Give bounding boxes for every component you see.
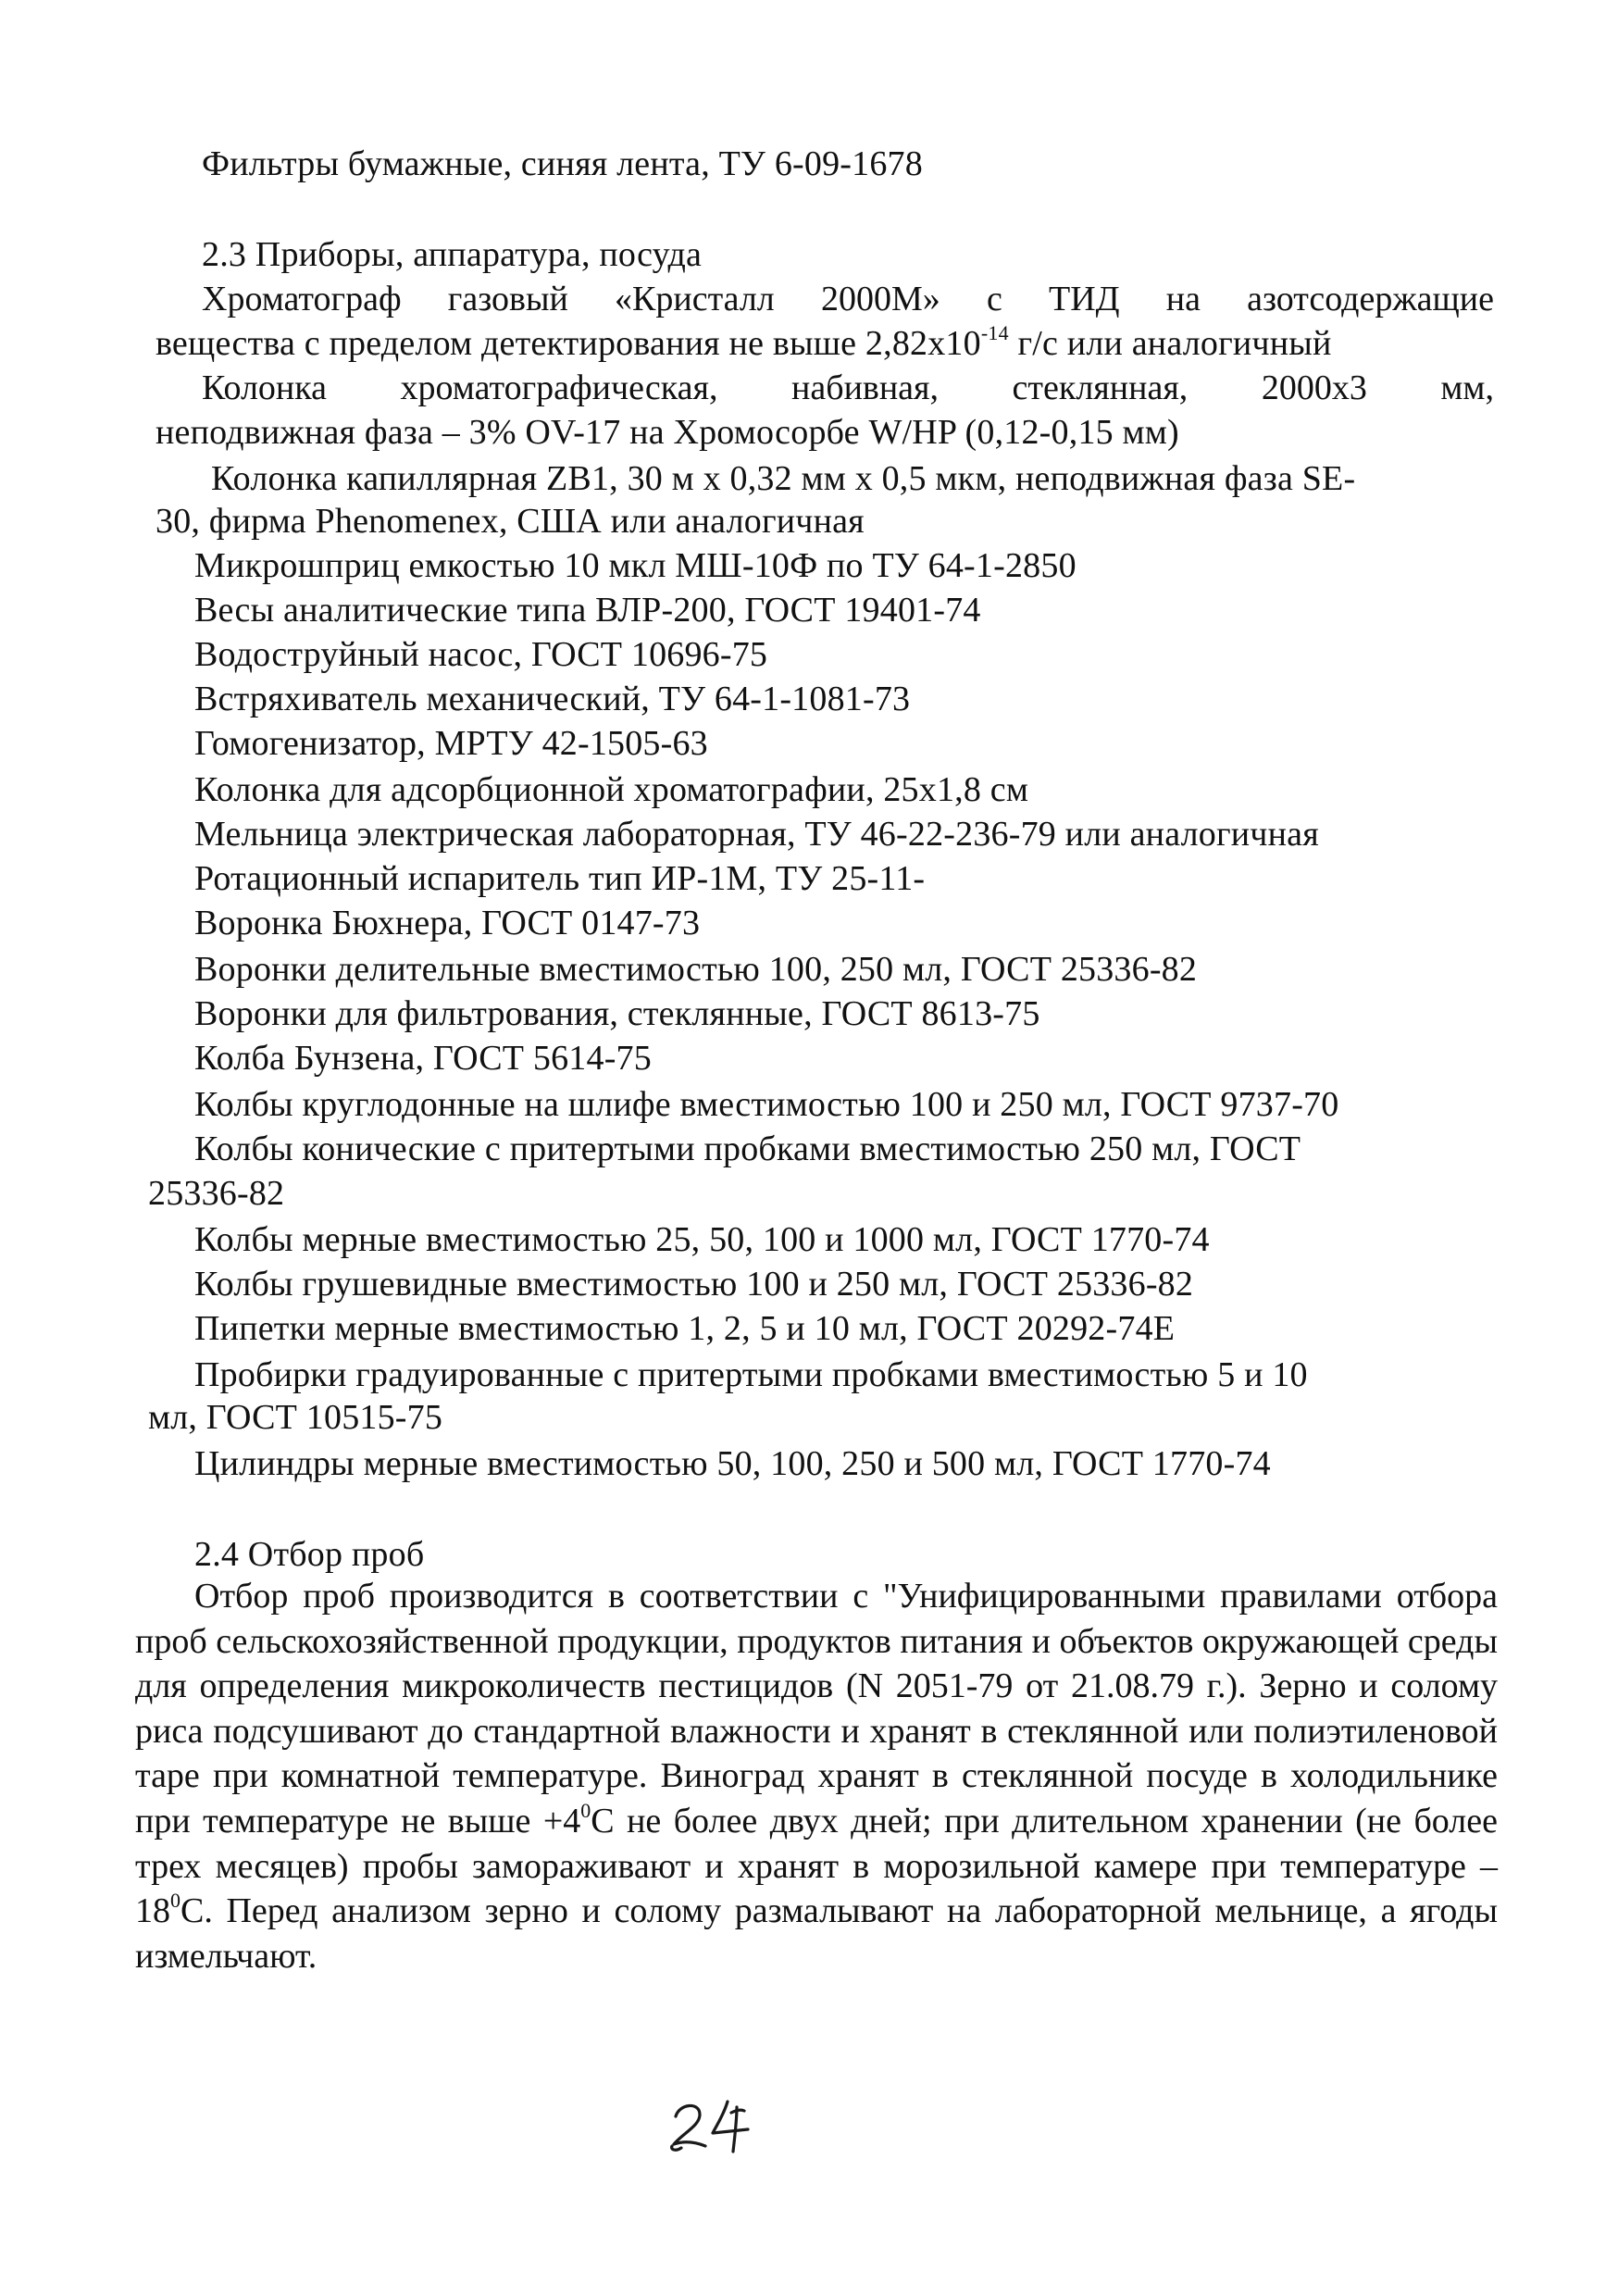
column-line-1	[202, 367, 1494, 409]
column-line-1-word: хроматографическая,	[400, 368, 718, 407]
chromatograph-line-1-word: азотсодержащие	[1247, 280, 1494, 318]
column-line-1-word: 2000х3	[1261, 368, 1367, 407]
item-shaker: Встряхиватель механический, ТУ 64-1-1081-73	[194, 680, 911, 718]
item-separatory-funnels: Воронки делительные вместимостью 100, 250 мл, ГОСТ 25336-82	[194, 950, 1198, 989]
chromatograph-line-2-pre: вещества с пределом детектирования не выше 2,82х10	[156, 324, 981, 363]
item-homogenizer: Гомогенизатор, МРТУ 42-1505-63	[194, 724, 708, 763]
column-line-2: неподвижная фаза – 3% OV-17 на Хромосорбе W/HP (0,12-0,15 мм)	[156, 413, 1179, 452]
sampling-text-tail: С. Перед анализом зерно и солому размалывают на лабораторной мельнице, а ягоды измельчают.	[135, 1891, 1498, 1976]
section-2-3-heading: 2.3 Приборы, аппаратура, посуда	[202, 235, 703, 274]
chromatograph-line-1-word: Хроматограф	[202, 280, 402, 318]
item-microsyringe: Микрошприц емкостью 10 мкл МШ-10Ф по ТУ 64-1-2850	[194, 546, 1077, 585]
item-pipettes: Пипетки мерные вместимостью 1, 2, 5 и 10 мл, ГОСТ 20292-74Е	[194, 1309, 1176, 1348]
degree-superscript-2: 0	[170, 1889, 180, 1913]
column-line-1-word: стеклянная,	[1012, 368, 1189, 407]
degree-superscript-1: 0	[580, 1798, 591, 1822]
item-balance: Весы аналитические типа ВЛР-200, ГОСТ 19401-74	[194, 591, 981, 630]
item-mill: Мельница электрическая лабораторная, ТУ 46-22-236-79 или аналогичная	[194, 815, 1319, 854]
capillary-line-2: 30, фирма Phenomenex, США или аналогичная	[156, 502, 865, 541]
item-filter-funnels: Воронки для фильтрования, стеклянные, ГОСТ 8613-75	[194, 994, 1040, 1033]
item-round-flasks: Колбы круглодонные на шлифе вместимостью 100 и 250 мл, ГОСТ 9737-70	[194, 1085, 1339, 1124]
column-line-1-word: набивная,	[791, 368, 940, 407]
chromatograph-line-1-word: на	[1165, 280, 1201, 318]
chromatograph-line-1-word: с	[986, 280, 1002, 318]
sampling-paragraph	[135, 1574, 1498, 1978]
sampling-text-lead: Отбор проб производится в соответствии с "Унифицированными правилами отбора проб сельскохозяйственной продукции, продуктов питания и объектов окружающей среды для определения микроколичеств пестицидов (N 2051-79 от 21.08.79 г.). Зерно и солому риса подсушивают до стандартной влажности и хранят в стеклянной или полиэтиленовой таре при комнатной температуре. Виноград хранят в стеклянной посуде в холодильнике при температуре не выше +4	[135, 1577, 1498, 1841]
section-2-4-heading: 2.4 Отбор проб	[194, 1535, 425, 1574]
item-conical-flasks-line-2: 25336-82	[148, 1174, 285, 1213]
detection-limit-exponent: -14	[980, 321, 1009, 344]
sampling-text-mid: С не более двух дней; при длительном хранении (не более трех месяцев) пробы замораживают и хранят в морозильной камере при температуре –18	[135, 1801, 1498, 1931]
item-rotary-evaporator: Ротационный испаритель тип ИР-1М, ТУ 25-11-	[194, 859, 926, 898]
chromatograph-line-2-post: г/с или аналогичный	[1008, 324, 1332, 363]
chromatograph-line-1-word: ТИД	[1049, 280, 1120, 318]
chromatograph-line-1-word: газовый	[447, 280, 568, 318]
item-buchner-funnel: Воронка Бюхнера, ГОСТ 0147-73	[194, 904, 701, 942]
chromatograph-line-1	[202, 278, 1494, 320]
item-tubes-line-2: мл, ГОСТ 10515-75	[148, 1398, 443, 1437]
item-cylinders: Цилиндры мерные вместимостью 50, 100, 250 и 500 мл, ГОСТ 1770-74	[194, 1444, 1271, 1483]
capillary-line-1: Колонка капиллярная ZB1, 30 м х 0,32 мм х 0,5 мкм, неподвижная фаза SE-	[211, 459, 1356, 498]
item-conical-flasks-line-1: Колбы конические с притертыми пробками вместимостью 250 мл, ГОСТ	[194, 1129, 1301, 1168]
chromatograph-line-1-word: «Кристалл	[615, 280, 775, 318]
item-bunsen-flask: Колба Бунзена, ГОСТ 5614-75	[194, 1039, 652, 1078]
item-water-pump: Водоструйный насос, ГОСТ 10696-75	[194, 635, 768, 674]
chromatograph-line-2	[156, 322, 1332, 365]
item-pear-flasks: Колбы грушевидные вместимостью 100 и 250 мл, ГОСТ 25336-82	[194, 1265, 1194, 1304]
column-line-1-word: мм,	[1440, 368, 1494, 407]
chromatograph-line-1-word: 2000М»	[820, 280, 940, 318]
filters-line: Фильтры бумажные, синяя лента, ТУ 6-09-1678	[202, 144, 923, 183]
handwritten-page-number	[663, 2092, 765, 2157]
item-tubes-line-1: Пробирки градуированные с притертыми пробками вместимостью 5 и 10	[194, 1355, 1308, 1394]
item-adsorption-column: Колонка для адсорбционной хроматографии, 25х1,8 см	[194, 770, 1029, 809]
column-line-1-word: Колонка	[202, 368, 328, 407]
item-volumetric-flasks: Колбы мерные вместимостью 25, 50, 100 и 1000 мл, ГОСТ 1770-74	[194, 1220, 1210, 1259]
